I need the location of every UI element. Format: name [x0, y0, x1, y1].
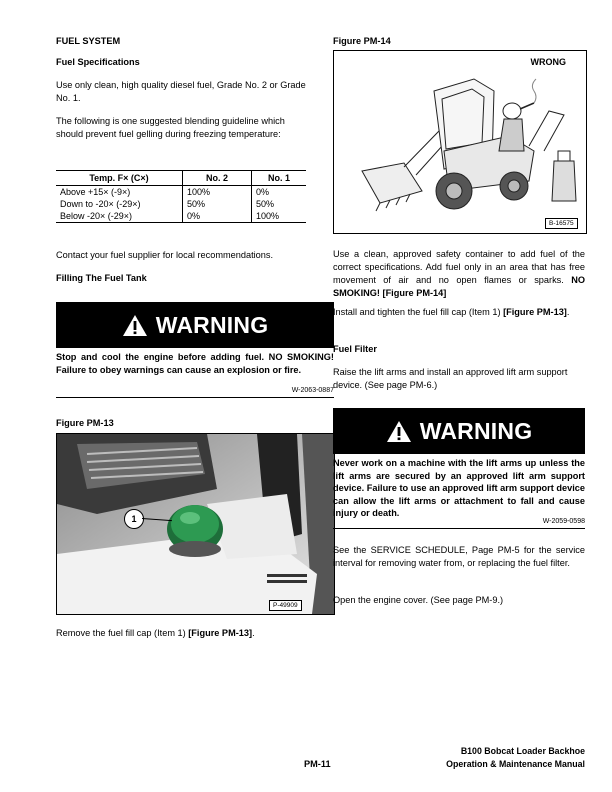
table-header-no1: No. 1 [252, 171, 307, 186]
warning-banner [333, 408, 585, 454]
figure-ref: [Figure PM-13] [503, 307, 567, 317]
wrong-label: WRONG [530, 57, 566, 67]
specs-heading: Fuel Specifications [56, 57, 140, 67]
photo-code: P-49909 [269, 600, 302, 611]
blending-paragraph: The following is one suggested blending guideline which should prevent fuel gelling during freezing temperature: [56, 116, 285, 139]
table-cell: 100% [183, 186, 252, 199]
manual-subtitle: Operation & Maintenance Manual [446, 759, 585, 769]
filling-heading: Filling The Fuel Tank [56, 273, 147, 283]
remove-cap-paragraph [56, 627, 316, 640]
no-smoking-ref: NO SMOKING! [Figure PM-14] [333, 275, 585, 298]
table-header-no2: No. 2 [183, 171, 252, 186]
figure-caption: Figure PM-13 [56, 418, 114, 428]
table-row [56, 186, 306, 199]
fuel-cap-photo [56, 433, 335, 615]
table-cell: 50% [252, 198, 307, 210]
divider [333, 528, 585, 529]
table-cell: Above +15× (-9×) [60, 187, 131, 197]
blending-table [56, 170, 306, 223]
figure-caption: Figure PM-14 [333, 36, 391, 46]
safety-container-paragraph [333, 248, 585, 300]
section-title: FUEL SYSTEM [56, 36, 121, 46]
divider [56, 397, 334, 398]
service-schedule-paragraph: See the SERVICE SCHEDULE, Page PM-5 for the service interval for removing water from, or replacing the fuel filter. [333, 545, 585, 568]
warning-text: Never work on a machine with the lift arms up unless the lift arms are secured by an approved lift arm support device. Failure to use an approved lift arm support device can allow the lift arms or attachment to fall and cause injury or death. [333, 458, 585, 518]
fuel-cap-illustration [57, 434, 334, 614]
illustration-code: B-16575 [545, 218, 578, 229]
warning-text: Stop and cool the engine before adding fuel. NO SMOKING! Failure to obey warnings can cause an explosion or fire. [56, 352, 334, 375]
warning-triangle-icon [122, 314, 148, 337]
filter-heading: Fuel Filter [333, 344, 377, 354]
table-cell: 50% [183, 198, 252, 210]
remove-cap-text: Remove the fuel fill cap (Item 1) [56, 628, 189, 638]
warning-banner [56, 302, 334, 348]
page-number: PM-11 [304, 759, 331, 769]
install-end: . [566, 307, 570, 317]
table-cell: 0% [252, 186, 307, 199]
table-header-temp: Temp. F× (C×) [56, 171, 183, 186]
install-cap-paragraph [333, 306, 585, 319]
table-cell: 100% [252, 210, 307, 223]
install-text: Install and tighten the fuel fill cap (Item 1) [333, 307, 504, 317]
lift-arm-paragraph: Raise the lift arms and install an approved lift arm support device. (See page PM-6.) [333, 367, 568, 390]
remove-cap-end: . [252, 628, 255, 638]
item-callout: 1 [124, 509, 144, 529]
warning-triangle-icon [386, 420, 412, 443]
warning-label: WARNING [419, 417, 533, 444]
table-cell: 0% [183, 210, 252, 223]
figure-ref: [Figure PM-13] [188, 628, 253, 638]
warning-code: W-2059-0598 [542, 518, 585, 525]
safety-text: Use a clean, approved safety container to add fuel of the correct specifications. Add fuel only in an area that has free movement of air and no open flames or sparks. [333, 249, 585, 285]
engine-cover-paragraph: Open the engine cover. (See page PM-9.) [333, 595, 504, 605]
fuel-spec-paragraph: Use only clean, high quality diesel fuel, Grade No. 2 or Grade No. 1. [56, 80, 306, 103]
warning-label: WARNING [155, 311, 269, 338]
table-cell: Below -20× (-29×) [56, 210, 183, 223]
table-cell: Down to -20× (-29×) [60, 199, 141, 209]
table-row [56, 210, 306, 223]
table-row [56, 198, 306, 210]
manual-title: B100 Bobcat Loader Backhoe [460, 746, 585, 756]
wrong-refuel-illustration [333, 50, 587, 234]
contact-paragraph: Contact your fuel supplier for local recommendations. [56, 250, 274, 260]
loader-drawing [334, 51, 586, 233]
warning-code: W-2063-0887 [291, 387, 334, 394]
